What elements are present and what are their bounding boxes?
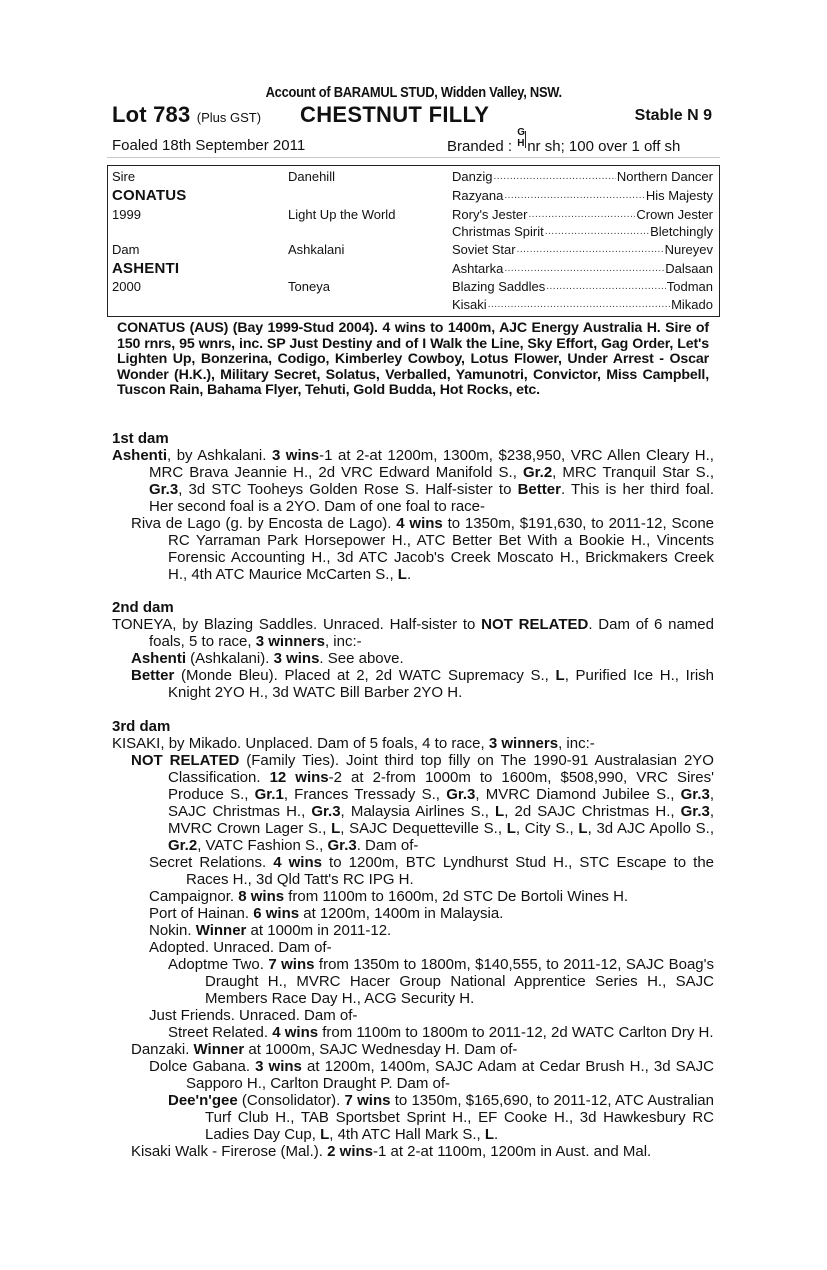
- ancestor-row: [452, 279, 713, 295]
- brand-letter-bottom: H: [517, 138, 525, 149]
- text: , 3d STC Tooheys Golden Rose S. Half-sister to: [178, 481, 518, 498]
- ancestor-left: Kisaki: [452, 297, 487, 312]
- text: , City S.,: [515, 820, 579, 837]
- wins: 2 wins: [327, 1143, 373, 1160]
- brand-bar: [525, 131, 526, 148]
- progeny-entry: [112, 650, 714, 667]
- text: , by Ashkalani.: [167, 447, 272, 464]
- dam-year: 2000: [112, 279, 141, 294]
- horse-name: Better: [131, 667, 175, 684]
- text: .: [406, 566, 412, 583]
- horse-name: Better: [517, 481, 561, 498]
- lot-line: [112, 102, 712, 130]
- ancestor-right: Todman: [666, 279, 713, 294]
- header-divider: [107, 157, 720, 158]
- ancestor-left: Soviet Star: [452, 242, 516, 257]
- listed-badge: L: [506, 820, 516, 837]
- lot-title: CHESTNUT FILLY: [300, 102, 490, 127]
- text: .: [494, 1126, 499, 1143]
- dam-sire: Ashkalani: [288, 242, 345, 257]
- wins: 4 wins: [396, 515, 443, 532]
- wins: 3 wins: [255, 1058, 302, 1075]
- section-heading: 1st dam: [112, 430, 169, 447]
- ancestor-left: Rory's Jester: [452, 207, 528, 222]
- text: Street Related.: [168, 1024, 273, 1041]
- progeny-entry: Just Friends. Unraced. Dam of-: [149, 1007, 358, 1024]
- text: Nokin.: [149, 922, 196, 939]
- text: to 1350m, $165,690, to 2011-12, ATC Australian Turf Club H., TAB Sportsbet Sprint H., EF Cooke H., 3d Hawkesbury RC Ladies Day Cup,: [205, 1092, 714, 1143]
- text: , SAJC Christmas H.,: [168, 786, 714, 820]
- text: , MVRC Diamond Jubilee S.,: [475, 786, 681, 803]
- ancestor-right: Northern Dancer: [616, 169, 713, 184]
- group-badge: Gr.3: [149, 481, 179, 498]
- ancestor-row: [452, 224, 713, 240]
- text: -1 at 2-at 1100m, 1200m in Aust. and Mal.: [373, 1143, 652, 1160]
- progeny-entry: [112, 1058, 714, 1092]
- ancestor-row: [452, 261, 713, 277]
- text: , Purified Ice H., Irish Knight 2YO H., 3d WATC Bill Barber 2YO H.: [168, 667, 714, 701]
- winners: 3 winners: [255, 633, 325, 650]
- ancestor-right: Dalsaan: [665, 261, 713, 276]
- ancestor-row: [452, 188, 713, 204]
- progeny-entry: [112, 922, 714, 939]
- plus-gst-note: (Plus GST): [196, 110, 262, 125]
- text: Campaignor.: [149, 888, 239, 905]
- branded-label: Branded :: [447, 138, 517, 155]
- dam-label: Dam: [112, 242, 140, 257]
- text: from 1100m to 1600m, 2d STC De Bortoli Wines H.: [284, 888, 629, 905]
- text: , Frances Tressady S.,: [283, 786, 447, 803]
- sire-dam: Light Up the World: [288, 207, 396, 222]
- wins: 7 wins: [344, 1092, 391, 1109]
- leader-dots: [546, 279, 666, 295]
- text: at 1200m, 1400m, SAJC Adam at Cedar Brush H., 3d SAJC Sapporo H., Carlton Draught P. Dam of-: [186, 1058, 715, 1092]
- stable-location: Stable N 9: [634, 107, 712, 124]
- sire-name: CONATUS: [112, 187, 187, 204]
- text: (Consolidator).: [237, 1092, 345, 1109]
- lot-number: [112, 102, 261, 128]
- dam-entry: [112, 447, 714, 515]
- text: Port of Hainan.: [149, 905, 254, 922]
- group-badge: Gr.3: [327, 837, 357, 854]
- dam-entry: [112, 616, 714, 650]
- ancestor-row: [452, 242, 713, 258]
- progeny-entry: [112, 515, 714, 583]
- text: , inc:-: [558, 735, 595, 752]
- group-badge: Gr.3: [446, 786, 476, 803]
- lot-label: Lot 783: [112, 102, 191, 127]
- listed-badge: L: [578, 820, 588, 837]
- horse-name: NOT RELATED: [131, 752, 240, 769]
- text: from 1350m to 1800m, $140,555, to 2011-12, SAJC Boag's Draught H., MVRC Hacer Group National Apprentice Series H., SAJC Members Race Day H., ACG Security H.: [205, 956, 714, 1007]
- text: Secret Relations.: [149, 854, 274, 871]
- progeny-entry: [112, 905, 714, 922]
- text: (Monde Bleu). Placed at 2, 2d WATC Supremacy S.,: [174, 667, 556, 684]
- wins: 4 wins: [272, 1024, 319, 1041]
- brand-mark-icon: [516, 127, 527, 153]
- text: . See above.: [319, 650, 404, 667]
- wins: 3 wins: [271, 447, 320, 464]
- ancestor-left: Ashtarka: [452, 261, 504, 276]
- text: , 2d SAJC Christmas H.,: [504, 803, 681, 820]
- dam-dam: Toneya: [288, 279, 330, 294]
- listed-badge: L: [484, 1126, 495, 1143]
- brand-letter-top: G: [517, 127, 525, 138]
- third-dam-section: [112, 718, 714, 1160]
- group-badge: Gr.2: [522, 464, 553, 481]
- brand-description: [447, 127, 712, 155]
- wins: 4 wins: [273, 854, 322, 871]
- horse-name: NOT RELATED: [481, 616, 589, 633]
- group-badge: Gr.2: [168, 837, 198, 854]
- ancestor-row: [452, 297, 713, 313]
- brand-detail: nr sh; 100 over 1 off sh: [527, 138, 681, 155]
- pedigree-table: [107, 165, 720, 317]
- section-heading: 2nd dam: [112, 599, 174, 616]
- progeny-entry: [112, 888, 714, 905]
- horse-name: Dee'n'gee: [168, 1092, 238, 1109]
- text: at 1000m in 2011-12.: [246, 922, 392, 939]
- text: , VATC Fashion S.,: [197, 837, 328, 854]
- group-badge: Gr.3: [680, 786, 710, 803]
- sire-year: 1999: [112, 207, 141, 222]
- progeny-entry: [112, 1092, 714, 1143]
- sire-label: Sire: [112, 169, 136, 184]
- text: to 1350m, $191,630, to 2011-12, Scone RC Yarraman Park Horsepower H., ATC Better Bet With a Bookie H., Vincents Forensic Accounting H., 3d ATC Jacob's Creek Moscato H., Brickmakers Creek H., 4th ATC Maurice McCarten S.,: [168, 515, 715, 583]
- text: Adoptme Two.: [168, 956, 269, 973]
- dam-name: ASHENTI: [112, 260, 180, 277]
- horse-name: Ashenti: [112, 447, 168, 464]
- wins: 3 wins: [273, 650, 320, 667]
- text: . Dam of 6 named foals, 5 to race,: [149, 616, 714, 650]
- second-dam-section: [112, 599, 714, 701]
- text: from 1100m to 1800m to 2011-12, 2d WATC Carlton Dry H.: [318, 1024, 714, 1041]
- text: KISAKI, by Mikado. Unplaced. Dam of 5 foals, 4 to race,: [112, 735, 489, 752]
- leader-dots: [488, 297, 670, 313]
- text: , SAJC Dequetteville S.,: [340, 820, 507, 837]
- ancestor-right: Mikado: [671, 297, 713, 312]
- group-badge: Gr.1: [254, 786, 284, 803]
- progeny-entry: [112, 752, 714, 854]
- ancestor-left: Danzig: [452, 169, 493, 184]
- ancestor-row: [452, 207, 713, 223]
- winners: 3 winners: [488, 735, 559, 752]
- group-badge: Gr.3: [680, 803, 710, 820]
- text: , 3d AJC Apollo S.,: [587, 820, 715, 837]
- progeny-entry: [112, 667, 714, 701]
- sire-summary: CONATUS (AUS) (Bay 1999-Stud 2004). 4 wins to 1400m, AJC Energy Australia H. Sire of 150 rnrs, 95 wnrs, inc. SP Just Destiny and of I Walk the Line, Sky Effort, Gag Order, Let's Lighten Up, Bonzerina, Codigo, Kimberley Cowboy, Lotus Flower, Under Arrest - Oscar Wonder (H.K.), Military Secret, Solatus, Verballed, Yamunotri, Convictor, Miss Campbell, Tuscon Rain, Bahama Flyer, Tehuti, Gold Budda, Hot Rocks, etc.: [117, 320, 709, 399]
- ancestor-right: Crown Jester: [636, 207, 713, 222]
- leader-dots: [528, 207, 635, 223]
- listed-badge: L: [331, 820, 341, 837]
- horse-name: Ashenti: [131, 650, 187, 667]
- text: Dolce Gabana.: [149, 1058, 256, 1075]
- progeny-entry: [112, 956, 714, 1007]
- text: , MVRC Crown Lager S.,: [168, 803, 714, 837]
- listed-badge: L: [320, 1126, 330, 1143]
- text: at 1200m, 1400m in Malaysia.: [299, 905, 504, 922]
- vendor-account: Account of BARAMUL STUD, Widden Valley, NSW.: [265, 84, 562, 101]
- foaled-date: Foaled 18th September 2011: [112, 137, 306, 154]
- text: at 1000m, SAJC Wednesday H. Dam of-: [244, 1041, 518, 1058]
- progeny-entry: [112, 854, 714, 888]
- winner: Winner: [195, 922, 247, 939]
- wins: 6 wins: [253, 905, 300, 922]
- text: , Malaysia Airlines S.,: [340, 803, 496, 820]
- first-dam-section: [112, 430, 714, 583]
- text: Kisaki Walk - Firerose (Mal.).: [131, 1143, 328, 1160]
- text: , 4th ATC Hall Mark S.,: [329, 1126, 485, 1143]
- text: to 1200m, BTC Lyndhurst Stud H., STC Escape to the Races H., 3d Qld Tatt's RC IPG H.: [186, 854, 715, 888]
- ancestor-left: Blazing Saddles: [452, 279, 546, 294]
- group-badge: Gr.3: [311, 803, 341, 820]
- listed-badge: L: [397, 566, 407, 583]
- ancestor-left: Christmas Spirit: [452, 224, 544, 239]
- leader-dots: [517, 242, 664, 258]
- dam-entry: [112, 735, 714, 752]
- winner: Winner: [193, 1041, 245, 1058]
- ancestor-right: His Majesty: [645, 188, 713, 203]
- text: Danzaki.: [131, 1041, 194, 1058]
- ancestor-right: Nureyev: [664, 242, 713, 257]
- text: . Dam of-: [356, 837, 419, 854]
- text: (Family Ties). Joint third top filly on The 1990-91 Australasian 2YO Classification.: [168, 752, 714, 786]
- wins: 8 wins: [238, 888, 285, 905]
- listed-badge: L: [555, 667, 565, 684]
- leader-dots: [504, 261, 664, 277]
- listed-badge: L: [495, 803, 505, 820]
- ancestor-left: Razyana: [452, 188, 504, 203]
- section-heading: 3rd dam: [112, 718, 171, 735]
- progeny-entry: Adopted. Unraced. Dam of-: [149, 939, 332, 956]
- leader-dots: [545, 224, 649, 240]
- progeny-entry: [112, 1143, 714, 1160]
- leader-dots: [504, 188, 645, 204]
- wins: 12 wins: [269, 769, 329, 786]
- text: , MRC Tranquil Star S.,: [552, 464, 714, 481]
- progeny-entry: [112, 1024, 714, 1041]
- text: -2 at 2-from 1000m to 1600m, $508,990, VRC Sires' Produce S.,: [168, 769, 715, 803]
- text: (Ashkalani).: [186, 650, 274, 667]
- ancestor-right: Bletchingly: [650, 224, 713, 239]
- text: Riva de Lago (g. by Encosta de Lago).: [131, 515, 397, 532]
- text: . This is her third foal. Her second foal is a 2YO. Dam of one foal to race-: [149, 481, 714, 515]
- sire-sire: Danehill: [288, 169, 335, 184]
- ancestor-row: [452, 169, 713, 185]
- text: , inc:-: [324, 633, 362, 650]
- text: TONEYA, by Blazing Saddles. Unraced. Half-sister to: [112, 616, 482, 633]
- text: -1 at 2-at 1200m, 1300m, $238,950, VRC Allen Cleary H., MRC Brava Jeannie H., 2d VRC Edward Manifold S.,: [149, 447, 714, 481]
- progeny-entry: [112, 1041, 714, 1058]
- wins: 7 wins: [268, 956, 315, 973]
- leader-dots: [493, 169, 615, 185]
